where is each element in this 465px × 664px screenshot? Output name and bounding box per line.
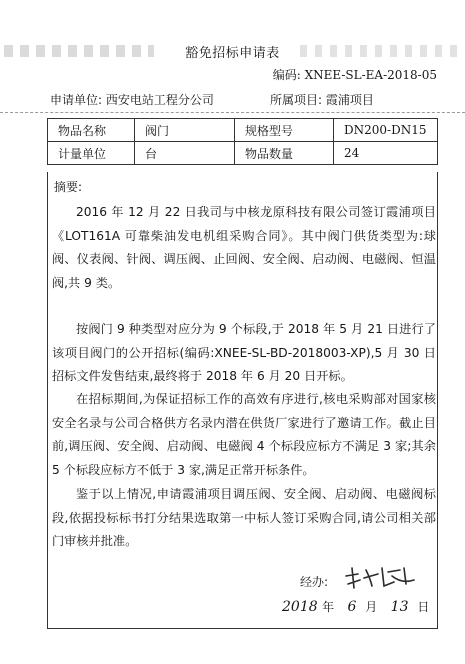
unit-label: 计量单位 [48,142,135,165]
paragraph-text: 按阀门 9 种类型对应分为 9 个标段,于 2018 年 5 月 21 日进行了该项目阀门的公开招标(编码:XNEE-SL-BD-2018003-XP),5 月 30 日招标文件发售结束,最终将于 2018 年 6 月 20 日开标。 [52,322,436,383]
summary-label: 摘要: [54,180,83,194]
project-label: 所属项目: [270,93,323,107]
table-row [48,142,438,165]
day-label: 日 [417,600,430,614]
applicant-info [50,91,214,108]
code-value: XNEE-SL-EA-2018-05 [304,68,437,82]
code-label: 编码: [272,68,301,82]
item-table [47,118,438,165]
paragraph-text: 鉴于以上情况,申请霞浦项目调压阀、安全阀、启动阀、电磁阀标段,依据投标标书打分结果选取第一中标人签订采购合同,请公司相关部门审核并批准。 [52,487,436,548]
table-row [48,119,438,142]
spec-value: DN200-DN15 [334,119,438,142]
paragraph-text: 在招标期间,为保证招标工作的高效有序进行,核电采购部对国家核安全名录与公司合格供方名录内潜在供货厂家进行了邀请工作。截止目前,调压阀、安全阀、启动阀、电磁阀 4 个标段应标方不满足 3 家;其余 5 个标段应标方不低于 3 家,满足正常开标条件。 [52,392,436,477]
date-year: 2018 [282,599,318,615]
spec-label: 规格型号 [235,119,334,142]
signoff-date [282,598,429,615]
handler-label: 经办: [300,575,329,589]
date-day: 13 [390,599,409,615]
item-name-label: 物品名称 [48,119,135,142]
date-month: 6 [347,599,357,615]
handwritten-signature [342,562,420,592]
project-value: 霞浦项目 [325,93,374,107]
quantity-value: 24 [334,142,438,165]
project-info [270,91,374,108]
year-label: 年 [322,600,335,614]
document-title: 豁免招标申请表 [185,46,280,61]
dashed-divider [0,112,465,113]
item-name-value: 阀门 [135,119,235,142]
summary-paragraph-1 [52,201,436,295]
month-label: 月 [365,600,378,614]
quantity-label: 物品数量 [235,142,334,165]
applicant-value: 西安电站工程分公司 [105,93,214,107]
document-code [273,66,437,83]
applicant-label: 申请单位: [50,93,103,107]
summary-paragraph-4 [52,483,436,554]
paragraph-text: 2016 年 12 月 22 日我司与中核龙原科技有限公司签订霞浦项目《LOT161A 可靠柴油发电机组采购合同》。其中阀门供货类型为:球阀、仪表阀、针阀、调压阀、止回阀、安全阀、启动阀、电磁阀、恒温阀,共 9 类。 [52,205,436,290]
unit-value: 台 [135,142,235,165]
summary-paragraph-3 [52,388,436,482]
summary-paragraph-2 [52,318,436,389]
